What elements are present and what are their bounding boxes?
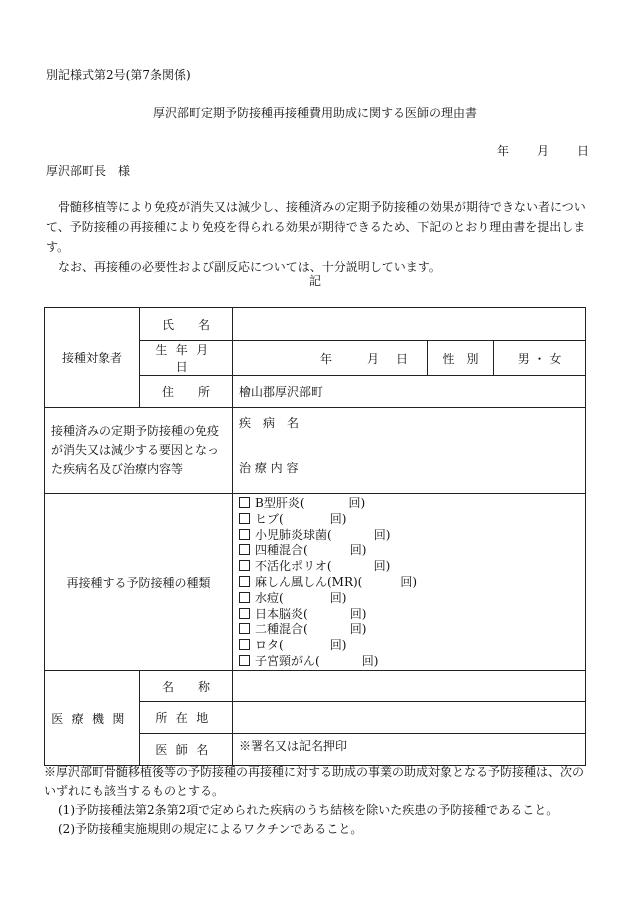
body-text — [46, 197, 586, 277]
form-code: 別記様式第2号(第7条関係) — [46, 68, 191, 82]
vaccine-item[interactable]: 四種混合( 回) — [239, 543, 579, 559]
document-title: 厚沢部町定期予防接種再接種費用助成に関する医師の理由書 — [152, 106, 477, 120]
body-paragraph-1: 骨髄移植等により免疫が消失又は減少し、接種済みの定期予防接種の効果が期待できない者について、予防接種の再接種により免疫を得られる効果が期待できるため、下記のとおり理由書を提出します。 — [46, 200, 586, 254]
checkbox-icon[interactable] — [239, 592, 250, 603]
inst-name-field[interactable] — [233, 671, 586, 702]
vaccine-item[interactable]: 小児肺炎球菌( 回) — [239, 528, 579, 544]
note-item-1: (1)予防接種法第2条第2項で定められた疾病のうち結核を除いた疾患の予防接種であること。 — [58, 803, 559, 817]
dob-day-label: 日 — [395, 351, 408, 366]
vaccine-item[interactable]: 子宮頸がん( 回) — [239, 654, 579, 670]
disease-treatment-field[interactable] — [233, 408, 586, 494]
vaccine-item[interactable]: ヒブ( 回) — [239, 512, 579, 528]
sex-label: 性 別 — [428, 341, 494, 376]
checkbox-icon[interactable] — [239, 639, 250, 650]
checkbox-icon[interactable] — [239, 560, 250, 571]
disease-label: 疾 病 名 — [239, 416, 300, 430]
inst-name-label: 名 称 — [140, 671, 233, 702]
ki-heading: 記 — [308, 274, 321, 288]
institution-label: 医療機関 — [45, 671, 140, 766]
checkbox-icon[interactable] — [239, 497, 250, 508]
date-month-label: 月 — [537, 144, 550, 158]
vaccine-item[interactable]: B型肝炎( 回) — [239, 496, 579, 512]
vaccine-item[interactable]: ロタ( 回) — [239, 638, 579, 654]
dob-field[interactable] — [233, 341, 428, 376]
inst-address-field[interactable] — [233, 702, 586, 734]
reason-label: 接種済みの定期予防接種の免疫が消失又は減少する要因となった疾病名及び治療内容等 — [45, 408, 233, 494]
sex-field[interactable]: 男 ・ 女 — [494, 341, 586, 376]
vaccine-item[interactable]: 不活化ポリオ( 回) — [239, 559, 579, 575]
checkbox-icon[interactable] — [239, 623, 250, 634]
checkbox-icon[interactable] — [239, 544, 250, 555]
application-form-table — [44, 307, 586, 766]
checkbox-icon[interactable] — [239, 576, 250, 587]
name-label: 氏 名 — [140, 308, 233, 341]
checkbox-icon[interactable] — [239, 608, 250, 619]
checkbox-icon[interactable] — [239, 513, 250, 524]
doctor-signature-field[interactable]: ※署名又は記名押印 — [233, 734, 586, 766]
checkbox-icon[interactable] — [239, 529, 250, 540]
vaccine-type-label: 再接種する予防接種の種類 — [45, 494, 233, 671]
dob-month-label: 月 — [366, 351, 379, 366]
name-field[interactable] — [233, 308, 586, 341]
address-label: 住 所 — [140, 376, 233, 408]
dob-label: 生年月日 — [140, 341, 233, 376]
addressee: 厚沢部町長 様 — [46, 164, 131, 178]
subject-label: 接種対象者 — [45, 308, 140, 408]
address-field[interactable]: 檜山郡厚沢部町 — [233, 376, 586, 408]
notes — [44, 763, 592, 839]
vaccine-item[interactable]: 麻しん風しん(MR)( 回) — [239, 575, 579, 591]
note-main: ※厚沢部町骨髄移植後等の予防接種の再接種に対する助成の事業の助成対象となる予防接種は、次のいずれにも該当するものとする。 — [44, 765, 585, 798]
checkbox-icon[interactable] — [239, 655, 250, 666]
submission-date — [497, 142, 589, 159]
body-paragraph-2: なお、再接種の必要性および副反応については、十分説明しています。 — [58, 260, 441, 274]
treatment-label: 治 療 内 容 — [239, 461, 299, 475]
dob-year-label: 年 — [319, 351, 332, 366]
vaccine-item[interactable]: 二種混合( 回) — [239, 622, 579, 638]
doctor-label: 医師名 — [140, 734, 233, 766]
inst-address-label: 所在地 — [140, 702, 233, 734]
date-year-label: 年 — [497, 144, 510, 158]
note-item-2: (2)予防接種実施規則の規定によるワクチンであること。 — [58, 822, 363, 836]
date-day-label: 日 — [577, 144, 590, 158]
vaccine-item[interactable]: 水痘( 回) — [239, 591, 579, 607]
vaccine-item[interactable]: 日本脳炎( 回) — [239, 607, 579, 623]
vaccine-checklist — [233, 494, 586, 671]
